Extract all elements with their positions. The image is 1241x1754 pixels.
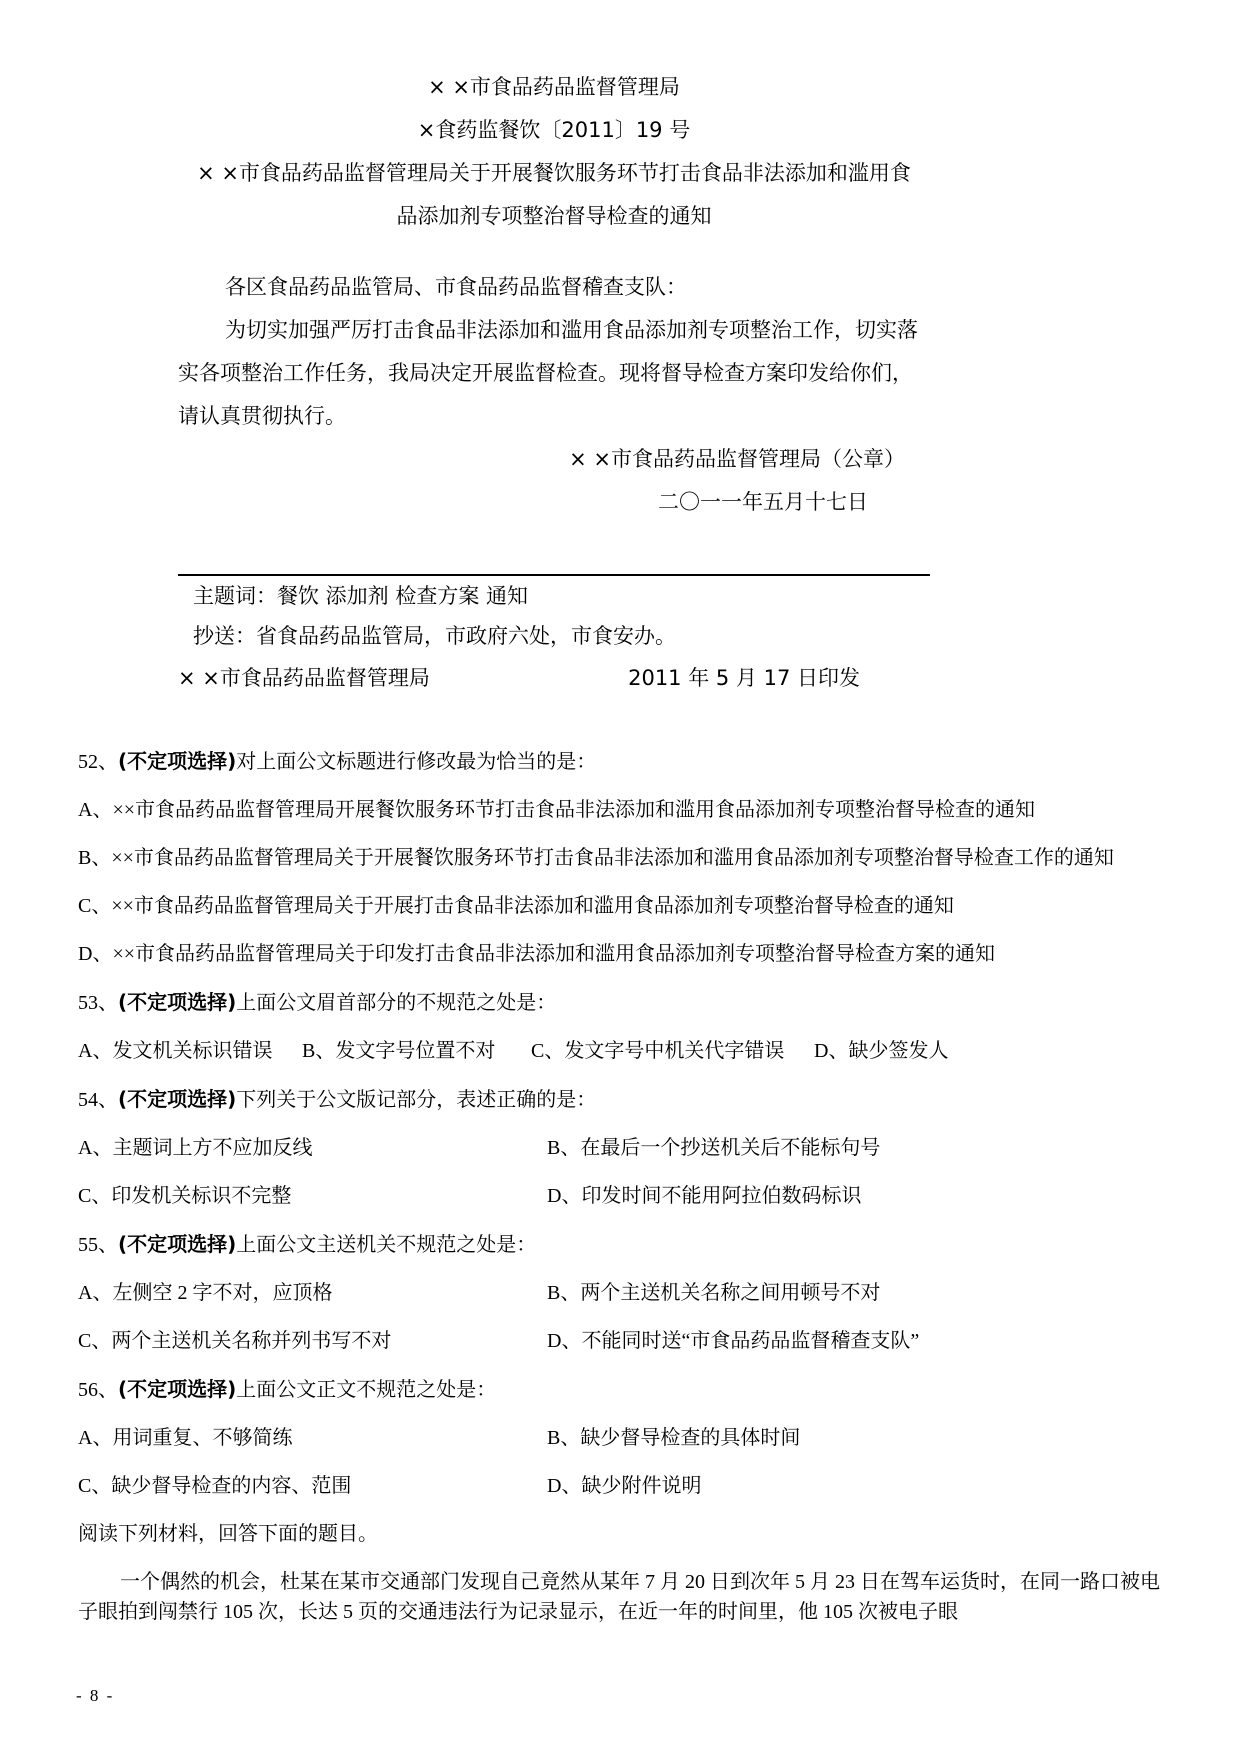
notice-issuing-org: × ×市食品药品监督管理局 (428, 75, 680, 99)
option-text: ××市食品药品监督管理局关于开展打击食品非法添加和滥用食品添加剂专项整治督导检查的通知 (111, 895, 954, 917)
notice-body-line: 实各项整治工作任务，我局决定开展监督检查。现将督导检查方案印发给你们， (178, 361, 913, 385)
notice-salutation: 各区食品药品监管局、市食品药品监督稽查支队： (225, 275, 687, 299)
question-56-options-row-1 (78, 1423, 1178, 1453)
question-number: 54、 (78, 1089, 118, 1111)
question-54-option-a: A、主题词上方不应加反线 (78, 1137, 313, 1159)
notice-body-line: 请认真贯彻执行。 (178, 404, 346, 428)
question-55-option-d: D、不能同时送“市食品药品监督稽查支队” (547, 1330, 920, 1352)
question-number: 55、 (78, 1234, 118, 1256)
question-52-option-c (78, 891, 1178, 921)
question-type-label: (不定项选择) (118, 990, 237, 1014)
option-label: B、 (78, 847, 112, 869)
question-55-stem (78, 1229, 1178, 1260)
question-56-options-row-2 (78, 1471, 1178, 1501)
question-53-option-c: C、发文字号中机关代字错误 (531, 1040, 785, 1062)
question-53-option-a: A、发文机关标识错误 (78, 1040, 273, 1062)
question-stem-text: 上面公文眉首部分的不规范之处是： (236, 992, 557, 1014)
option-text: ××市食品药品监督管理局关于印发打击食品非法添加和滥用食品添加剂专项整治督导检查方案的通知 (112, 943, 996, 965)
notice-title-line-1: × ×市食品药品监督管理局关于开展餐饮服务环节打击食品非法添加和滥用食 (197, 161, 911, 185)
question-54-options-row-1 (78, 1133, 1178, 1163)
question-stem-text: 下列关于公文版记部分，表述正确的是： (236, 1089, 597, 1111)
notice-body-line: 为切实加强严厉打击食品非法添加和滥用食品添加剂专项整治工作，切实落 (225, 318, 918, 342)
question-number: 52、 (78, 751, 118, 773)
reading-paragraph: 一个偶然的机会，杜某在某市交通部门发现自己竟然从某年 7 月 20 日到次年 5 月 23 日在驾车运货时，在同一路口被电子眼拍到闯禁行 105 次，长达 5 页的交通违法行为记录显示，在近一年的时间里，他 105 次被电子眼 (78, 1571, 1160, 1623)
question-56-option-a: A、用词重复、不够简练 (78, 1427, 293, 1449)
question-52-option-b (78, 843, 1178, 873)
question-number: 53、 (78, 992, 118, 1014)
question-56-option-c: C、缺少督导检查的内容、范围 (78, 1475, 352, 1497)
option-text: ××市食品药品监督管理局开展餐饮服务环节打击食品非法添加和滥用食品添加剂专项整治督导检查的通知 (112, 799, 1036, 821)
question-56-option-d: D、缺少附件说明 (547, 1475, 702, 1497)
question-55-option-c: C、两个主送机关名称并列书写不对 (78, 1330, 392, 1352)
notice-date: 二〇一一年五月十七日 (658, 490, 868, 514)
official-notice-block (178, 66, 930, 698)
question-52-option-d (78, 939, 1178, 969)
question-type-label: (不定项选择) (118, 749, 237, 773)
question-number: 56、 (78, 1379, 118, 1401)
question-52-option-a (78, 795, 1178, 825)
notice-print-row (178, 658, 930, 698)
notice-signature: × ×市食品药品监督管理局（公章） (569, 447, 905, 471)
option-label: A、 (78, 799, 113, 821)
question-56-stem (78, 1374, 1178, 1405)
question-type-label: (不定项选择) (118, 1232, 237, 1256)
question-53-option-b: B、发文字号位置不对 (302, 1040, 496, 1062)
question-54-option-b: B、在最后一个抄送机关后不能标句号 (547, 1137, 881, 1159)
question-53-stem (78, 987, 1178, 1018)
question-stem-text: 上面公文正文不规范之处是： (236, 1379, 497, 1401)
option-text: ××市食品药品监督管理局关于开展餐饮服务环节打击食品非法添加和滥用食品添加剂专项整治督导检查工作的通知 (111, 847, 1114, 869)
reading-instruction: 阅读下列材料，回答下面的题目。 (78, 1523, 378, 1545)
question-stem-text: 上面公文主送机关不规范之处是： (236, 1234, 537, 1256)
question-type-label: (不定项选择) (118, 1087, 237, 1111)
option-label: C、 (78, 895, 112, 917)
notice-doc-number: ×食药监餐饮〔2011〕19 号 (417, 118, 691, 142)
question-56-option-b: B、缺少督导检查的具体时间 (547, 1427, 801, 1449)
question-54-options-row-2 (78, 1181, 1178, 1211)
question-54-option-c: C、印发机关标识不完整 (78, 1185, 292, 1207)
notice-subject-terms: 主题词：餐饮 添加剂 检查方案 通知 (193, 584, 529, 608)
page-number: - 8 - (76, 1686, 115, 1705)
question-55-options-row-1 (78, 1278, 1178, 1308)
question-55-option-a: A、左侧空 2 字不对，应顶格 (78, 1282, 333, 1304)
question-54-option-d: D、印发时间不能用阿拉伯数码标识 (547, 1185, 862, 1207)
notice-print-date: 2011 年 5 月 17 日印发 (628, 666, 860, 690)
question-type-label: (不定项选择) (118, 1377, 237, 1401)
question-53-option-d: D、缺少签发人 (814, 1040, 949, 1062)
option-label: D、 (78, 943, 113, 965)
question-52-stem (78, 746, 1178, 777)
questions-section (78, 746, 1178, 1645)
question-55-option-b: B、两个主送机关名称之间用顿号不对 (547, 1282, 881, 1304)
question-55-options-row-2 (78, 1326, 1178, 1356)
question-stem-text: 对上面公文标题进行修改最为恰当的是： (236, 751, 597, 773)
question-54-stem (78, 1084, 1178, 1115)
notice-cc-line: 抄送：省食品药品监管局，市政府六处，市食安办。 (193, 624, 676, 648)
question-53-options-row (78, 1036, 1178, 1066)
notice-title-line-2: 品添加剂专项整治督导检查的通知 (396, 204, 712, 228)
notice-print-org: × ×市食品药品监督管理局 (178, 666, 430, 690)
